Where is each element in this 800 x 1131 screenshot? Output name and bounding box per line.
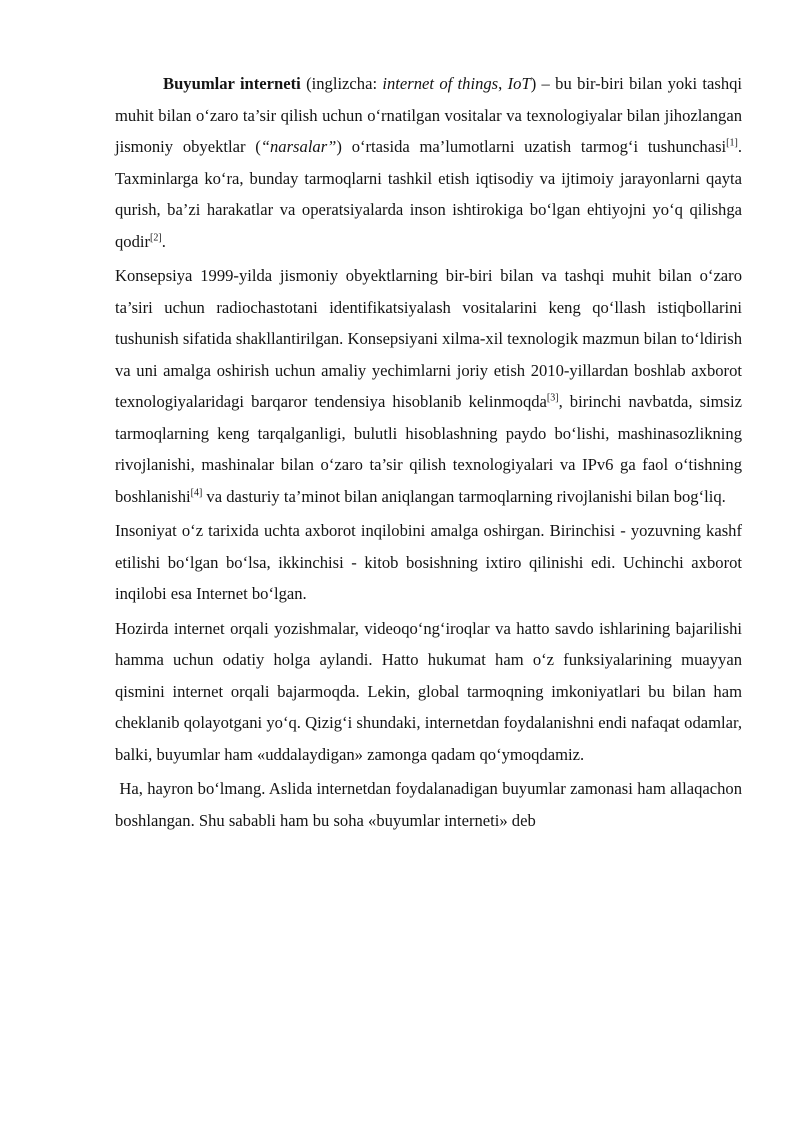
paragraph-concept-history xyxy=(115,260,742,512)
footnote-ref-1[interactable]: [1] xyxy=(726,137,738,149)
text-span: , xyxy=(498,74,508,93)
paragraph-information-revolutions: Insoniyat o‘z tarixida uchta axborot inqilobini amalga oshirgan. Birinchisi - yozuvning kashf etilishi bo‘lgan bo‘lsa, ikkinchisi - kitob bosishning ixtiro qilinishi edi. Uchinchi axborot inqilobi esa Internet bo‘lgan. xyxy=(115,521,742,603)
paragraph-things-era: Ha, hayron bo‘lmang. Aslida internetdan foydalanadigan buyumlar zamonasi ham allaqachon boshlangan. Shu sababli ham bu soha «buyumlar interneti» deb xyxy=(115,779,743,830)
document-page xyxy=(115,68,742,839)
quoted-term: “narsalar” xyxy=(260,137,337,156)
text-span: va dasturiy ta’minot bilan aniqlangan tarmoqlarning rivojlanishi bilan bog‘liq. xyxy=(202,486,726,506)
term-heading: Buyumlar interneti xyxy=(163,74,301,93)
footnote-ref-2[interactable]: [2] xyxy=(150,231,162,243)
paragraph-definition xyxy=(115,68,742,257)
paragraph-internet-today: Hozirda internet orqali yozishmalar, videoqo‘ng‘iroqlar va hatto savdo ishlarining bajarilishi hamma uchun odatiy holga aylandi. Hatto hukumat ham o‘z funksiyalarining muayyan qismini internet orqali bajarmoqda. Lekin, global tarmoqning imkoniyatlari bu bilan ham cheklanib qolayotgani yo‘q. Qizig‘i shundaki, internetdan foydalanishni endi nafaqat odamlar, balki, buyumlar ham «uddalaydigan» zamonga qadam qo‘ymoqdamiz. xyxy=(115,618,742,764)
footnote-ref-3[interactable]: [3] xyxy=(546,392,559,404)
text-span: Konsepsiya 1999-yilda jismoniy obyektlarning bir-biri bilan va tashqi muhit bilan o‘zaro ta’siri uchun radiochastotani identifikatsiyalash vositalarini keng qo‘llash istiqbollarini tushunish sifatida shakllantirilgan. Konsepsiyani xilma-xil texnologik mazmun bilan to‘ldirish va uni amalga oshirish uchun amaliy yechimlarni joriy etish 2010-yillardan boshlab axborot texnologiyalaridagi barqaror tendensiya hisoblanib kelinmoqda xyxy=(115,266,742,411)
text-span: ) o‘rtasida ma’lumotlarni uzatish tarmog‘i tushunchasi xyxy=(336,137,727,156)
english-term: internet of things xyxy=(382,74,499,93)
footnote-ref-4[interactable]: [4] xyxy=(190,486,203,498)
text-span: . Taxminlarga ko‘ra, bunday tarmoqlarni tashkil etish iqtisodiy va ijtimoiy jarayonlarni qayta qurish, ba’zi harakatlar va operatsiyalarda inson ishtirokiga bo‘lgan ehtiyojni yo‘q qilishga qodir xyxy=(115,137,742,251)
text-span: ) – bu bir-biri bilan yoki tashqi muhit bilan o‘zaro ta’sir qilish uchun o‘rnatilgan vositalar va texnologiyalar bilan jihozlangan jismoniy obyektlar ( xyxy=(115,74,743,156)
text-span: . xyxy=(161,231,166,251)
text-span: (inglizcha: xyxy=(300,74,383,93)
english-abbreviation: IoT xyxy=(507,74,531,93)
text-span: , birinchi navbatda, simsiz tarmoqlarning keng tarqalganligi, bulutli hisoblashning paydo bo‘lishi, mashinasozlikning rivojlanishi, mashinalar bilan o‘zaro ta’sir qilish texnologiyalari va IPv6 ga faol o‘tishning boshlanishi xyxy=(115,392,742,506)
